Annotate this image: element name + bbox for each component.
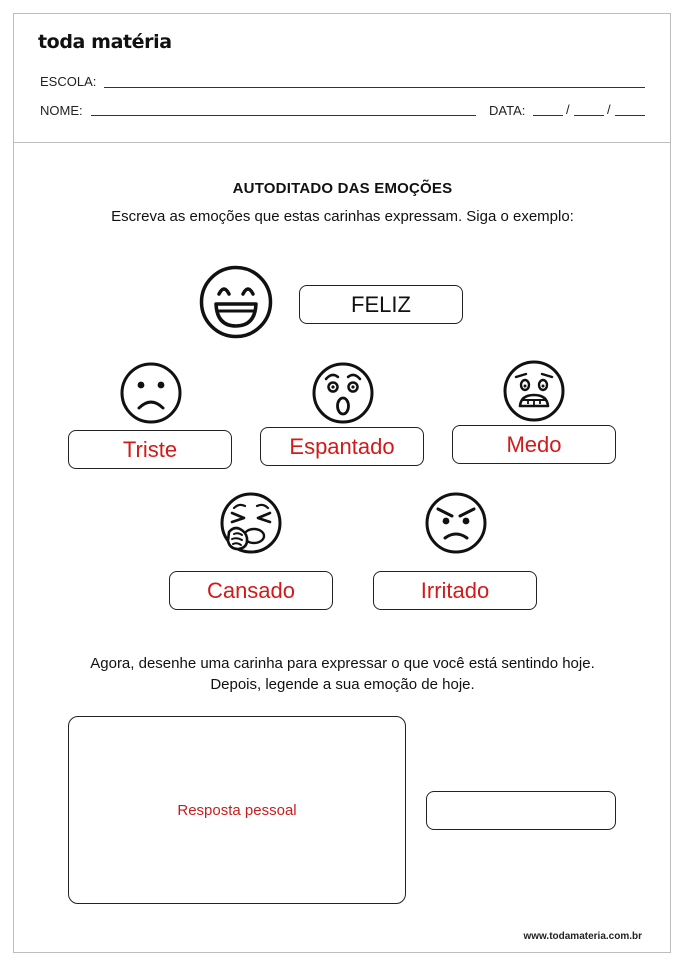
date-month-field[interactable] — [574, 115, 604, 116]
drawing-answer-text: Resposta pessoal — [177, 801, 297, 819]
worksheet-title: AUTODITADO DAS EMOÇÕES — [232, 180, 453, 197]
answer-text: Irritado — [420, 577, 490, 603]
answer-box-angry[interactable] — [373, 571, 537, 610]
answer-box-fearful[interactable] — [452, 425, 616, 464]
answer-text: Cansado — [206, 577, 296, 603]
name-label: NOME: — [40, 103, 83, 118]
angry-face-icon — [425, 492, 487, 554]
yawning-face-icon — [220, 492, 282, 554]
fearful-face-icon — [503, 360, 565, 422]
brand-logo: toda matéria — [38, 31, 172, 53]
astonished-face-icon — [312, 362, 374, 424]
date-year-field[interactable] — [615, 115, 645, 116]
worksheet-instruction: Escreva as emoções que estas carinhas expressam. Siga o exemplo: — [111, 208, 574, 225]
drawing-prompt-line1: Agora, desenhe uma carinha para expressar o que você está sentindo hoje. — [90, 655, 595, 672]
footer-website: www.todamateria.com.br — [523, 931, 642, 942]
name-field[interactable] — [91, 115, 476, 116]
answer-box-astonished[interactable] — [260, 427, 424, 466]
answer-box-sad[interactable] — [68, 430, 232, 469]
drawing-area[interactable] — [68, 716, 406, 904]
grinning-face-icon — [198, 264, 274, 340]
example-answer-box — [299, 285, 463, 324]
date-separator: / — [566, 102, 570, 117]
example-answer-text: FELIZ — [351, 291, 411, 317]
date-separator: / — [607, 102, 611, 117]
date-label: DATA: — [489, 103, 526, 118]
answer-text: Espantado — [289, 433, 395, 459]
sad-face-icon — [120, 362, 182, 424]
answer-box-tired[interactable] — [169, 571, 333, 610]
date-day-field[interactable] — [533, 115, 563, 116]
answer-text: Medo — [506, 431, 562, 457]
school-field[interactable] — [104, 87, 645, 88]
school-label: ESCOLA: — [40, 74, 97, 89]
header-divider — [13, 142, 671, 143]
drawing-prompt-line2: Depois, legende a sua emoção de hoje. — [210, 676, 475, 693]
answer-text: Triste — [122, 436, 178, 462]
emotion-caption-field[interactable] — [426, 791, 616, 830]
